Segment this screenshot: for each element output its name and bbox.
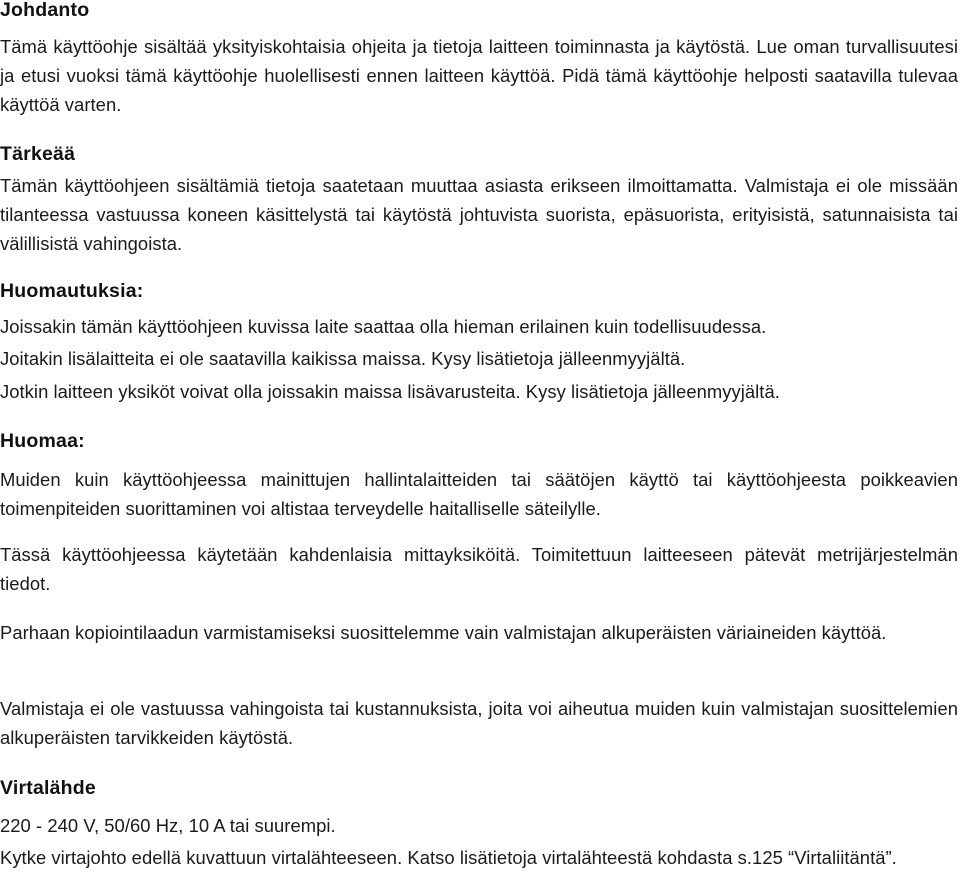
section-heading-important: Tärkeää	[0, 143, 76, 165]
remarks-item-1: Joissakin tämän käyttöohjeen kuvissa laite saattaa olla hieman erilainen kuin todellisuudessa.	[0, 316, 767, 337]
section-heading-intro: Johdanto	[0, 0, 90, 21]
note-paragraph-1: Muiden kuin käyttöohjeessa mainittujen hallintalaitteiden tai säätöjen käyttö tai käyttöohjeesta poikkeavien toimenpiteiden suorittaminen voi altistaa terveydelle haitalliselle säteilylle.	[0, 469, 958, 519]
note-paragraph-2: Tässä käyttöohjeessa käytetään kahdenlaisia mittayksiköitä. Toimitettuun laitteeseen pätevät metrijärjestelmän tiedot.	[0, 544, 958, 594]
section-heading-power: Virtalähde	[0, 777, 96, 799]
note-paragraph-3: Parhaan kopiointilaadun varmistamiseksi suosittelemme vain valmistajan alkuperäisten väriaineiden käyttöä.	[0, 622, 887, 643]
important-paragraph: Tämän käyttöohjeen sisältämiä tietoja saatetaan muuttaa asiasta erikseen ilmoittamatta. Valmistaja ei ole missään tilanteessa vastuussa koneen käsittelystä tai käytöstä johtuvista suorista, epäsuorista, erityisistä, satunnaisista tai välillisistä vahingoista.	[0, 175, 958, 254]
section-heading-note: Huomaa:	[0, 430, 85, 452]
section-heading-remarks: Huomautuksia:	[0, 280, 144, 302]
remarks-item-2: Joitakin lisälaitteita ei ole saatavilla kaikissa maissa. Kysy lisätietoja jälleenmyyjältä.	[0, 348, 686, 369]
intro-paragraph: Tämä käyttöohje sisältää yksityiskohtaisia ohjeita ja tietoja laitteen toiminnasta ja käytöstä. Lue oman turvallisuutesi ja etusi vuoksi tämä käyttöohje huolellisesti ennen laitteen käyttöä. Pidä tämä käyttöohje helposti saatavilla tulevaa käyttöä varten.	[0, 36, 958, 115]
power-instruction: Kytke virtajohto edellä kuvattuun virtalähteeseen. Katso lisätietoja virtalähteestä kohdasta s.125 “Virtaliitäntä”.	[0, 847, 897, 868]
remarks-item-3: Jotkin laitteen yksiköt voivat olla joissakin maissa lisävarusteita. Kysy lisätietoja jälleenmyyjältä.	[0, 381, 780, 402]
note-paragraph-4: Valmistaja ei ole vastuussa vahingoista tai kustannuksista, joita voi aiheutua muiden kuin valmistajan suosittelemien alkuperäisten tarvikkeiden käytöstä.	[0, 698, 958, 748]
power-spec: 220 - 240 V, 50/60 Hz, 10 A tai suurempi.	[0, 815, 336, 836]
